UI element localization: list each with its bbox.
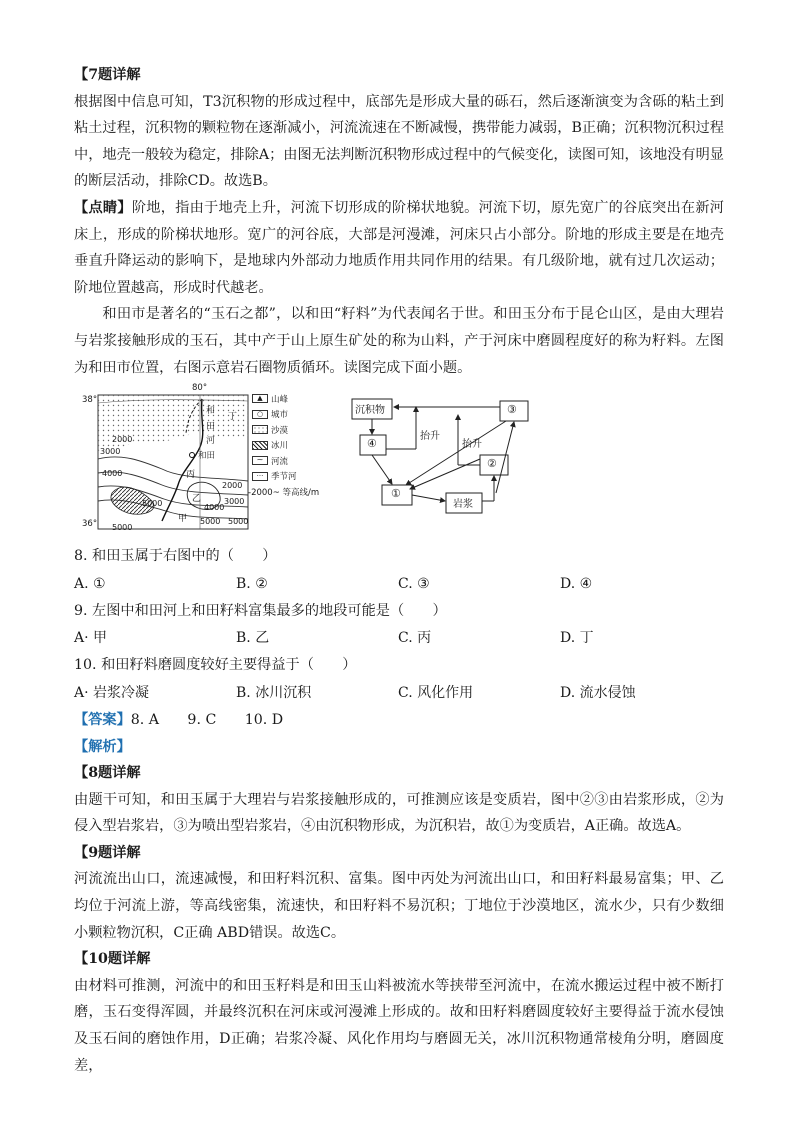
contour-label: 3000: [100, 447, 121, 457]
q9-option-d: D. 丁: [560, 630, 594, 647]
q7-heading: 【7题详解: [74, 67, 141, 83]
sediment-box: 沉积物: [355, 405, 385, 417]
magma-box: 岩浆: [453, 499, 473, 511]
q10-option-b: B. 冰川沉积: [236, 684, 312, 701]
node-3: ③: [507, 403, 517, 417]
uplift-label-1: 抬升: [420, 431, 440, 443]
answer-line: [74, 707, 724, 734]
contour-label: 5000: [112, 523, 133, 533]
legend-item: ··· 季节河: [252, 469, 332, 485]
desert-icon: [252, 425, 268, 434]
q8-explanation: 由题干可知，和田玉属于大理岩与岩浆接触形成的，可推测应该是变质岩，图中②③由岩浆形成，②为侵入型岩浆岩，③为喷出型岩浆岩，④由沉积物形成，为沉积岩，故①为变质岩，A正确。故选A。: [74, 791, 724, 835]
dianjing-paragraph: [74, 195, 724, 301]
answer-values: 8. A 9. C 10. D: [130, 711, 284, 728]
q8-option-d: D. ④: [560, 575, 593, 592]
q8-stem: 8. 和田玉属于右图中的（ ）: [74, 548, 277, 565]
dianjing-heading: 【点睛】: [74, 199, 132, 216]
glacier-icon: [252, 441, 268, 450]
place-yi: 乙: [192, 494, 202, 505]
seasonal-river-icon: ···: [252, 472, 268, 481]
contour-label: 3000: [224, 497, 245, 507]
legend-item: ▲ 山峰: [252, 391, 332, 407]
dianjing-text: 阶地，指由于地壳上升，河流下切形成的阶梯状地貌。河流下切，原先宽广的谷底突出在新河床上，形成的阶梯状地形。宽广的河谷底，大部是河漫滩，河床只占小部分。阶地的形成主要是在地壳垂直升降运动的影响下，是地球内外部动力地质作用共同作用的结果。有几级阶地，就有过几次运动；阶地位置越高，形成时代越老。: [74, 199, 724, 296]
q9-explanation: 河流流出山口，流速减慢，和田籽料沉积、富集。图中丙处为河流出山口，和田籽料最易富集；甲、乙均位于河流上游，等高线密集，流速快，和田籽料不易沉积；丁地位于沙漠地区，流水少，只有少数细小颗粒物沉积，C正确 ABD错误。故选C。: [74, 871, 724, 941]
hotan-map: [82, 383, 332, 535]
place-bing: 丙: [186, 470, 196, 481]
q10-options: [74, 679, 724, 707]
river-char-2: 田: [206, 422, 216, 433]
q9-option-b: B. 乙: [236, 630, 270, 647]
lat-label-top: 38°: [82, 395, 98, 406]
node-2: ②: [487, 457, 497, 471]
contour-label: 4000: [204, 503, 225, 513]
node-1: ①: [391, 487, 401, 501]
contour-label: 5000: [228, 517, 249, 527]
q9-stem: 9. 左图中和田河上和田籽料富集最多的地段可能是（ ）: [74, 602, 447, 619]
map-legend: [248, 391, 332, 500]
q9-options: [74, 624, 724, 652]
place-jia: 甲: [178, 514, 188, 525]
q9-option-c: C. 丙: [398, 630, 432, 647]
q9-option-a: A· 甲: [74, 630, 108, 647]
contour-icon: -2000~ 等高线/m: [248, 487, 320, 498]
river-char-3: 河: [206, 436, 216, 447]
q9-heading: 【9题详解: [74, 844, 141, 861]
document-page: [74, 62, 724, 1079]
q8-option-c: C. ③: [398, 575, 430, 592]
contour-label: 5000: [142, 499, 163, 509]
legend-item: ○ 城市: [252, 407, 332, 423]
peak-icon: ▲: [252, 394, 268, 403]
contour-label: 2000: [222, 481, 243, 491]
q7-explanation: 根据图中信息可知，T3沉积物的形成过程中，底部先是形成大量的砾石，然后逐渐演变为含砾的粘土到粘土过程，沉积物的颗粒物在逐渐减小，河流流速在不断减慢，携带能力减弱，B正确；沉积物沉积过程中，地壳一般较为稳定，排除A；由图无法判断沉积物形成过程中的气候变化，读图可知，该地没有明显的断层活动，排除CD。故选B。: [74, 93, 724, 190]
q10-option-a: A· 岩浆冷凝: [74, 684, 150, 701]
legend-item: 冰川: [252, 438, 332, 454]
map-drawing: [82, 389, 250, 535]
q10-heading: 【10题详解: [74, 951, 151, 968]
q8-options: [74, 570, 724, 598]
q10-option-d: D. 流水侵蚀: [560, 684, 636, 701]
rock-cycle-diagram: [346, 389, 536, 529]
figure-row: [82, 383, 724, 537]
node-4: ④: [367, 437, 377, 451]
contour-label: 4000: [102, 469, 123, 479]
river-char-1: 和: [206, 406, 216, 417]
city-icon: ○: [252, 410, 268, 419]
city-label: 和田: [198, 451, 216, 462]
lon-label: 80°: [192, 383, 208, 394]
q10-option-c: C. 风化作用: [398, 684, 474, 701]
lat-label-bottom: 36°: [82, 519, 98, 530]
uplift-label-2: 抬升: [462, 439, 482, 451]
q10-explanation: 由材料可推测，河流中的和田玉籽料是和田玉山料被流水等挟带至河流中，在流水搬运过程中被不断打磨，玉石变得浑圆，并最终沉积在河床或河漫滩上形成的。故和田籽料磨圆度较好主要得益于流水侵蚀及玉石间的磨蚀作用，D正确；岩浆冷凝、风化作用均与磨圆无关，冰川沉积物通常棱角分明，磨圆度差，: [74, 977, 724, 1074]
contour-label: 5000: [200, 517, 221, 527]
legend-item: [248, 484, 332, 500]
legend-item: 沙漠: [252, 422, 332, 438]
q8-option-a: A. ①: [74, 575, 106, 592]
q8-option-b: B. ②: [236, 575, 268, 592]
q10-stem: 10. 和田籽料磨圆度较好主要得益于（ ）: [74, 657, 357, 674]
river-icon: ~: [252, 456, 268, 465]
legend-item: ~ 河流: [252, 453, 332, 469]
place-ding: 丁: [228, 412, 238, 423]
q8-heading: 【8题详解: [74, 765, 141, 782]
analysis-tag: 【解析】: [74, 738, 131, 755]
material-intro: 和田市是著名的“玉石之都”，以和田“籽料”为代表闻名于世。和田玉分布于昆仑山区，是由大理岩与岩浆接触形成的玉石，其中产于山上原生矿处的称为山料，产于河床中磨圆程度好的称为籽料。左图为和田市位置，右图示意岩石圈物质循环。读图完成下面小题。: [74, 306, 724, 376]
contour-label: 2000: [112, 435, 133, 445]
answer-tag: 【答案】: [74, 711, 131, 728]
